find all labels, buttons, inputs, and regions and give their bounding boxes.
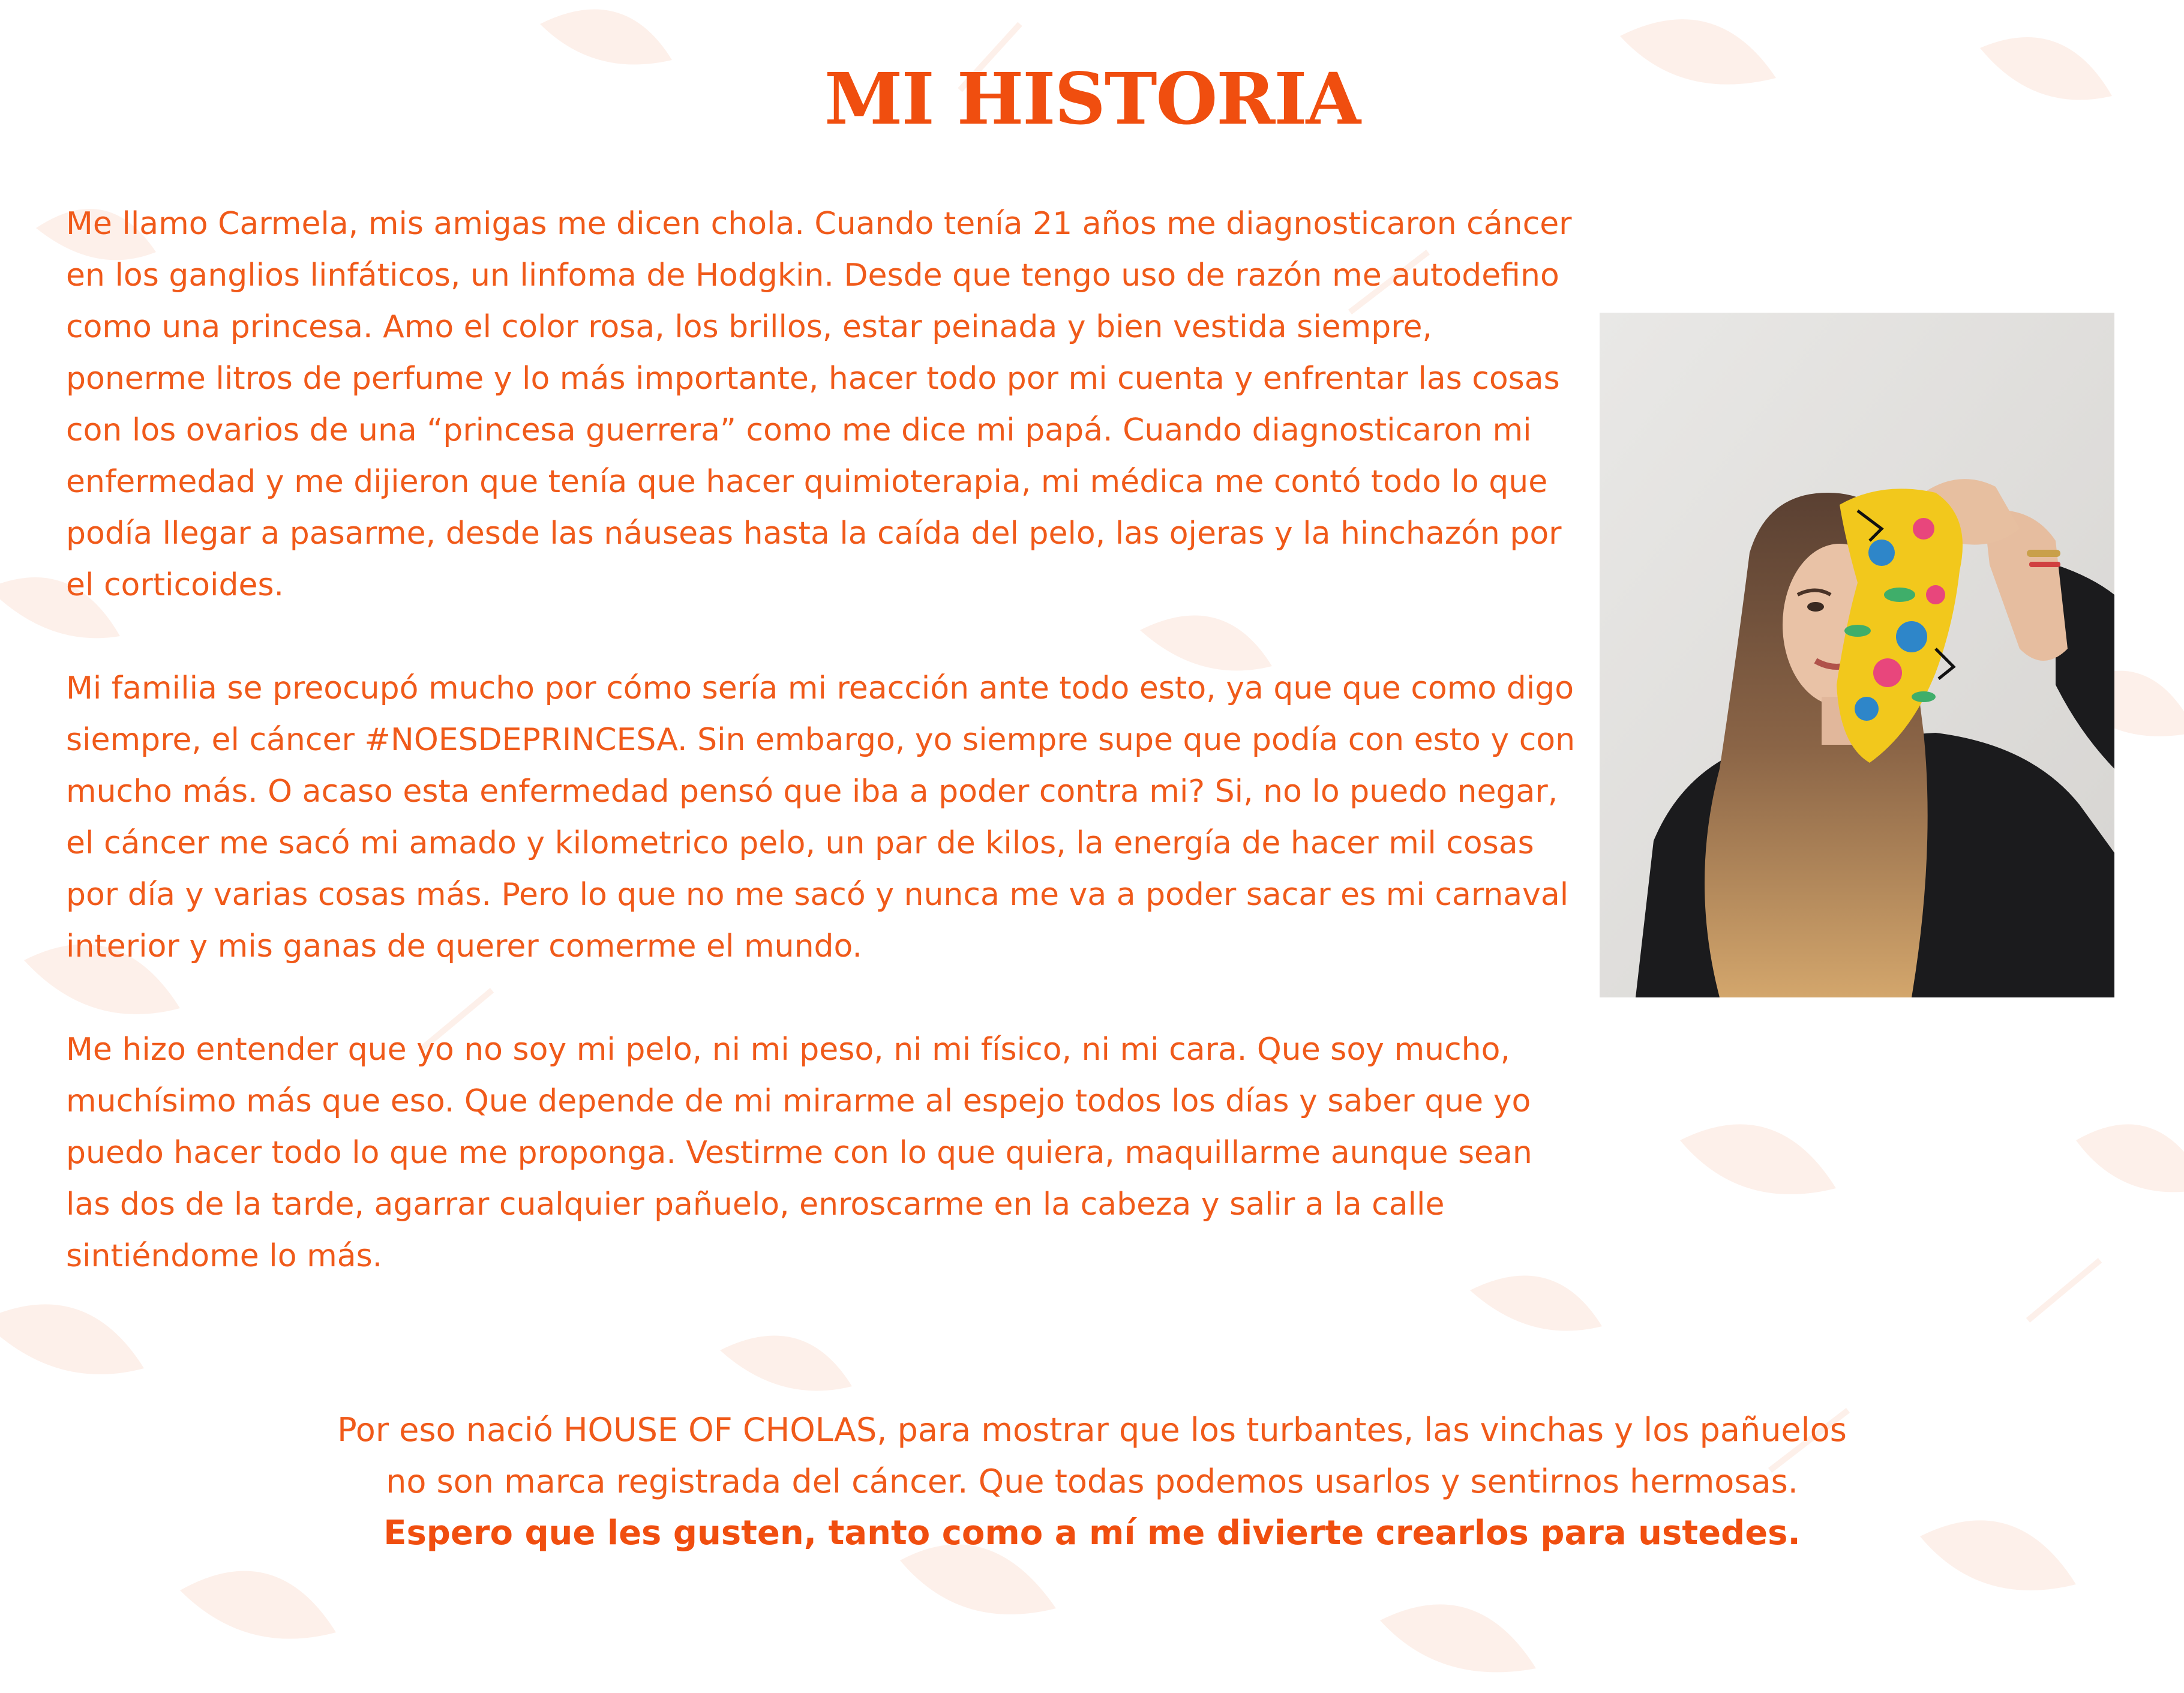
closing-line: Por eso nació HOUSE OF CHOLAS, para mostrar que los turbantes, las vinchas y los pañuelos (337, 1411, 1847, 1449)
story-body (66, 198, 1578, 1282)
story-paragraph: Mi familia se preocupó mucho por cómo sería mi reacción ante todo esto, ya que que como digo siempre, el cáncer #NOESDEPRINCESA. Sin embargo, yo siempre supe que podía con esto y con mucho más. O acaso esta enfermedad pensó que iba a poder contra mi? Si, no lo puedo negar, el cáncer me sacó mi amado y kilometrico pelo, un par de kilos, la energía de hacer mil cosas por día y varias cosas más. Pero lo que no me sacó y nunca me va a poder sacar es mi carnaval interior y mis ganas de querer comerme el mundo. (66, 670, 1576, 964)
closing-statement (0, 1404, 2184, 1559)
story-paragraph: Me llamo Carmela, mis amigas me dicen chola. Cuando tenía 21 años me diagnosticaron cáncer en los ganglios linfáticos, un linfoma de Hodgkin. Desde que tengo uso de razón me autodefino como una princesa. Amo el color rosa, los brillos, estar peinada y bien vestida siempre, ponerme litros de perfume y lo más importante, hacer todo por mi cuenta y enfrentar las cosas con los ovarios de una “princesa guerrera” como me dice mi papá. Cuando diagnosticaron mi enfermedad y me dijieron que tenía que hacer quimioterapia, mi médica me contó todo lo que podía llegar a pasarme, desde las náuseas hasta la caída del pelo, las ojeras y la hinchazón por el corticoides. (66, 206, 1572, 603)
story-paragraph: Me hizo entender que yo no soy mi pelo, ni mi peso, ni mi físico, ni mi cara. Que soy mucho, muchísimo más que eso. Que depende de mi mirarme al espejo todos los días y saber que yo puedo hacer todo lo que me proponga. Vestirme con lo que quiera, maquillarme aunque sean las dos de la tarde, agarrar cualquier pañuelo, enroscarme en la cabeza y salir a la calle sintiéndome lo más. (66, 1032, 1532, 1274)
closing-line: no son marca registrada del cáncer. Que todas podemos usarlos y sentirnos hermosas. (386, 1463, 1798, 1500)
page-title: MI HISTORIA (824, 57, 1360, 140)
closing-highlight: Espero que les gusten, tanto como a mí me divierte crearlos para ustedes. (383, 1514, 1801, 1553)
portrait-photo (1600, 313, 2114, 997)
